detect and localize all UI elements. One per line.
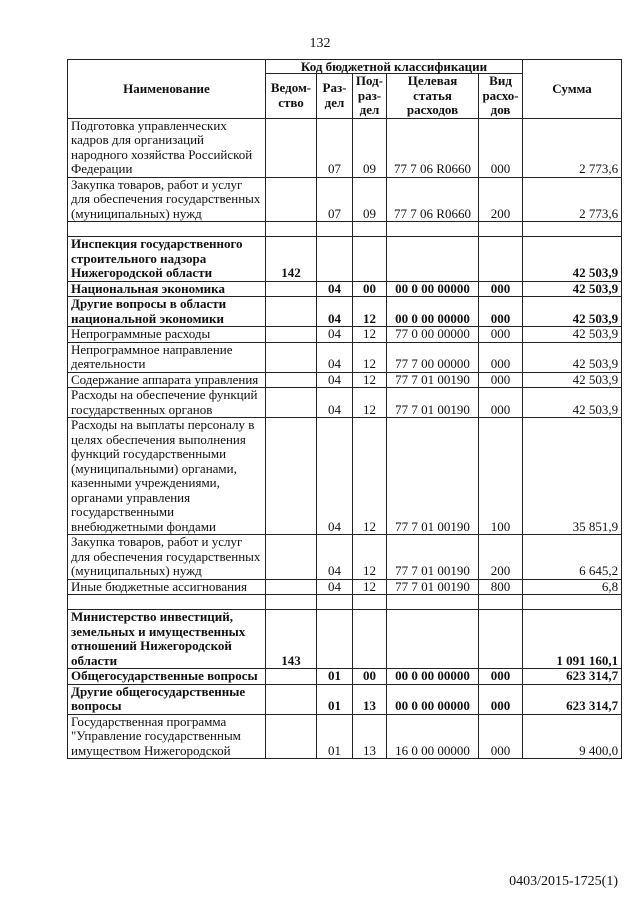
row-sum: 42 503,9: [523, 342, 622, 372]
row-target: 00 0 00 00000: [387, 297, 479, 327]
row-vedomstvo: [266, 118, 317, 177]
table-row: [68, 610, 622, 669]
budget-table: [67, 59, 622, 759]
row-vid: [479, 237, 523, 282]
row-sum: 42 503,9: [523, 327, 622, 343]
row-podrazdel: [353, 237, 387, 282]
row-name: Министерство инвестиций, земельных и имущественных отношений Нижегородской области: [68, 610, 266, 669]
row-target: 77 7 01 00190: [387, 388, 479, 418]
row-razdel: [317, 610, 353, 669]
row-target: 00 0 00 00000: [387, 669, 479, 685]
header-name: Наименование: [68, 60, 266, 119]
row-name: Содержание аппарата управления: [68, 372, 266, 388]
row-name: Государственная программа "Управление государственным имуществом Нижегородской: [68, 714, 266, 759]
row-target: 00 0 00 00000: [387, 281, 479, 297]
row-sum: 6,8: [523, 579, 622, 595]
document-code: 0403/2015-1725(1): [509, 874, 618, 889]
row-name: Общегосударственные вопросы: [68, 669, 266, 685]
row-razdel: 04: [317, 372, 353, 388]
spacer-row: [68, 595, 622, 610]
row-vedomstvo: [266, 388, 317, 418]
row-razdel: 04: [317, 327, 353, 343]
row-name: Непрограммное направление деятельности: [68, 342, 266, 372]
row-name: Расходы на выплаты персоналу в целях обеспечения выполнения функций государственными (муниципальными) органами, казенными учреждениями, органами управления государственными внебюджетными фондами: [68, 418, 266, 535]
row-vedomstvo: [266, 297, 317, 327]
table-row: [68, 297, 622, 327]
row-vid: 200: [479, 535, 523, 580]
row-name: Подготовка управленческих кадров для организаций народного хозяйства Российской Федерации: [68, 118, 266, 177]
row-podrazdel: [353, 610, 387, 669]
row-vedomstvo: [266, 535, 317, 580]
row-razdel: 01: [317, 714, 353, 759]
row-vedomstvo: [266, 177, 317, 222]
table-row: [68, 281, 622, 297]
row-razdel: 07: [317, 177, 353, 222]
row-name: Расходы на обеспечение функций государственных органов: [68, 388, 266, 418]
row-sum: 42 503,9: [523, 372, 622, 388]
row-vid: 000: [479, 327, 523, 343]
row-razdel: [317, 237, 353, 282]
row-sum: 42 503,9: [523, 388, 622, 418]
row-razdel: 01: [317, 669, 353, 685]
row-name: Непрограммные расходы: [68, 327, 266, 343]
row-sum: 2 773,6: [523, 177, 622, 222]
row-vid: 000: [479, 118, 523, 177]
table-row: [68, 669, 622, 685]
row-razdel: 04: [317, 579, 353, 595]
row-name: Закупка товаров, работ и услуг для обеспечения государственных (муниципальных) нужд: [68, 177, 266, 222]
row-vid: 200: [479, 177, 523, 222]
table-row: [68, 118, 622, 177]
table-row: [68, 342, 622, 372]
header-classification-group: Код бюджетной классификации: [266, 60, 523, 74]
row-target: [387, 237, 479, 282]
row-sum: 9 400,0: [523, 714, 622, 759]
row-sum: 42 503,9: [523, 297, 622, 327]
row-sum: 42 503,9: [523, 237, 622, 282]
row-podrazdel: 12: [353, 372, 387, 388]
row-vedomstvo: [266, 342, 317, 372]
row-vedomstvo: [266, 579, 317, 595]
table-row: [68, 372, 622, 388]
page-number: 132: [309, 36, 331, 51]
header-podrazdel: Под- раз- дел: [353, 74, 387, 119]
row-target: 77 7 01 00190: [387, 579, 479, 595]
row-name: Другие вопросы в области национальной экономики: [68, 297, 266, 327]
row-name: Национальная экономика: [68, 281, 266, 297]
table-row: [68, 327, 622, 343]
row-sum: 42 503,9: [523, 281, 622, 297]
row-vedomstvo: [266, 281, 317, 297]
table-row: [68, 237, 622, 282]
row-target: 16 0 00 00000: [387, 714, 479, 759]
row-podrazdel: 12: [353, 342, 387, 372]
table-row: [68, 535, 622, 580]
row-vedomstvo: 143: [266, 610, 317, 669]
row-podrazdel: 12: [353, 327, 387, 343]
row-vid: [479, 610, 523, 669]
row-podrazdel: 09: [353, 177, 387, 222]
row-podrazdel: 00: [353, 281, 387, 297]
row-vid: 100: [479, 418, 523, 535]
row-target: 77 7 06 R0660: [387, 177, 479, 222]
row-vid: 000: [479, 714, 523, 759]
table-row: [68, 579, 622, 595]
row-podrazdel: 09: [353, 118, 387, 177]
row-podrazdel: 12: [353, 418, 387, 535]
row-podrazdel: 12: [353, 535, 387, 580]
row-sum: 623 314,7: [523, 669, 622, 685]
row-vedomstvo: [266, 714, 317, 759]
header-sum: Сумма: [523, 60, 622, 119]
row-podrazdel: 12: [353, 388, 387, 418]
row-target: 00 0 00 00000: [387, 684, 479, 714]
header-target-article: Целевая статья расходов: [387, 74, 479, 119]
row-name: Другие общегосударственные вопросы: [68, 684, 266, 714]
row-razdel: 04: [317, 535, 353, 580]
table-row: [68, 388, 622, 418]
row-sum: 623 314,7: [523, 684, 622, 714]
row-vedomstvo: [266, 669, 317, 685]
row-razdel: 04: [317, 281, 353, 297]
row-target: [387, 610, 479, 669]
row-vid: 000: [479, 388, 523, 418]
row-razdel: 04: [317, 418, 353, 535]
row-vid: 000: [479, 342, 523, 372]
row-podrazdel: 12: [353, 297, 387, 327]
row-vid: 000: [479, 281, 523, 297]
row-vid: 000: [479, 372, 523, 388]
row-podrazdel: 12: [353, 579, 387, 595]
row-target: 77 7 01 00190: [387, 418, 479, 535]
row-vedomstvo: [266, 418, 317, 535]
row-sum: 2 773,6: [523, 118, 622, 177]
row-vid: 800: [479, 579, 523, 595]
row-razdel: 04: [317, 342, 353, 372]
row-vid: 000: [479, 669, 523, 685]
row-vid: 000: [479, 684, 523, 714]
row-vedomstvo: 142: [266, 237, 317, 282]
row-sum: 1 091 160,1: [523, 610, 622, 669]
table-row: [68, 714, 622, 759]
row-target: 77 7 00 00000: [387, 342, 479, 372]
header-vedomstvo: Ведом- ство: [266, 74, 317, 119]
row-vid: 000: [479, 297, 523, 327]
table-row: [68, 177, 622, 222]
row-podrazdel: 13: [353, 714, 387, 759]
row-vedomstvo: [266, 327, 317, 343]
row-target: 77 7 01 00190: [387, 372, 479, 388]
header-expense-type: Вид расхо- дов: [479, 74, 523, 119]
row-target: 77 0 00 00000: [387, 327, 479, 343]
row-podrazdel: 13: [353, 684, 387, 714]
table-row: [68, 418, 622, 535]
row-razdel: 04: [317, 297, 353, 327]
spacer-row: [68, 222, 622, 237]
row-razdel: 07: [317, 118, 353, 177]
row-name: Инспекция государственного строительного надзора Нижегородской области: [68, 237, 266, 282]
row-sum: 35 851,9: [523, 418, 622, 535]
row-target: 77 7 01 00190: [387, 535, 479, 580]
row-razdel: 01: [317, 684, 353, 714]
row-razdel: 04: [317, 388, 353, 418]
row-name: Иные бюджетные ассигнования: [68, 579, 266, 595]
row-vedomstvo: [266, 372, 317, 388]
row-name: Закупка товаров, работ и услуг для обеспечения государственных (муниципальных) нужд: [68, 535, 266, 580]
header-razdel: Раз- дел: [317, 74, 353, 119]
table-row: [68, 684, 622, 714]
row-target: 77 7 06 R0660: [387, 118, 479, 177]
row-vedomstvo: [266, 684, 317, 714]
row-podrazdel: 00: [353, 669, 387, 685]
row-sum: 6 645,2: [523, 535, 622, 580]
